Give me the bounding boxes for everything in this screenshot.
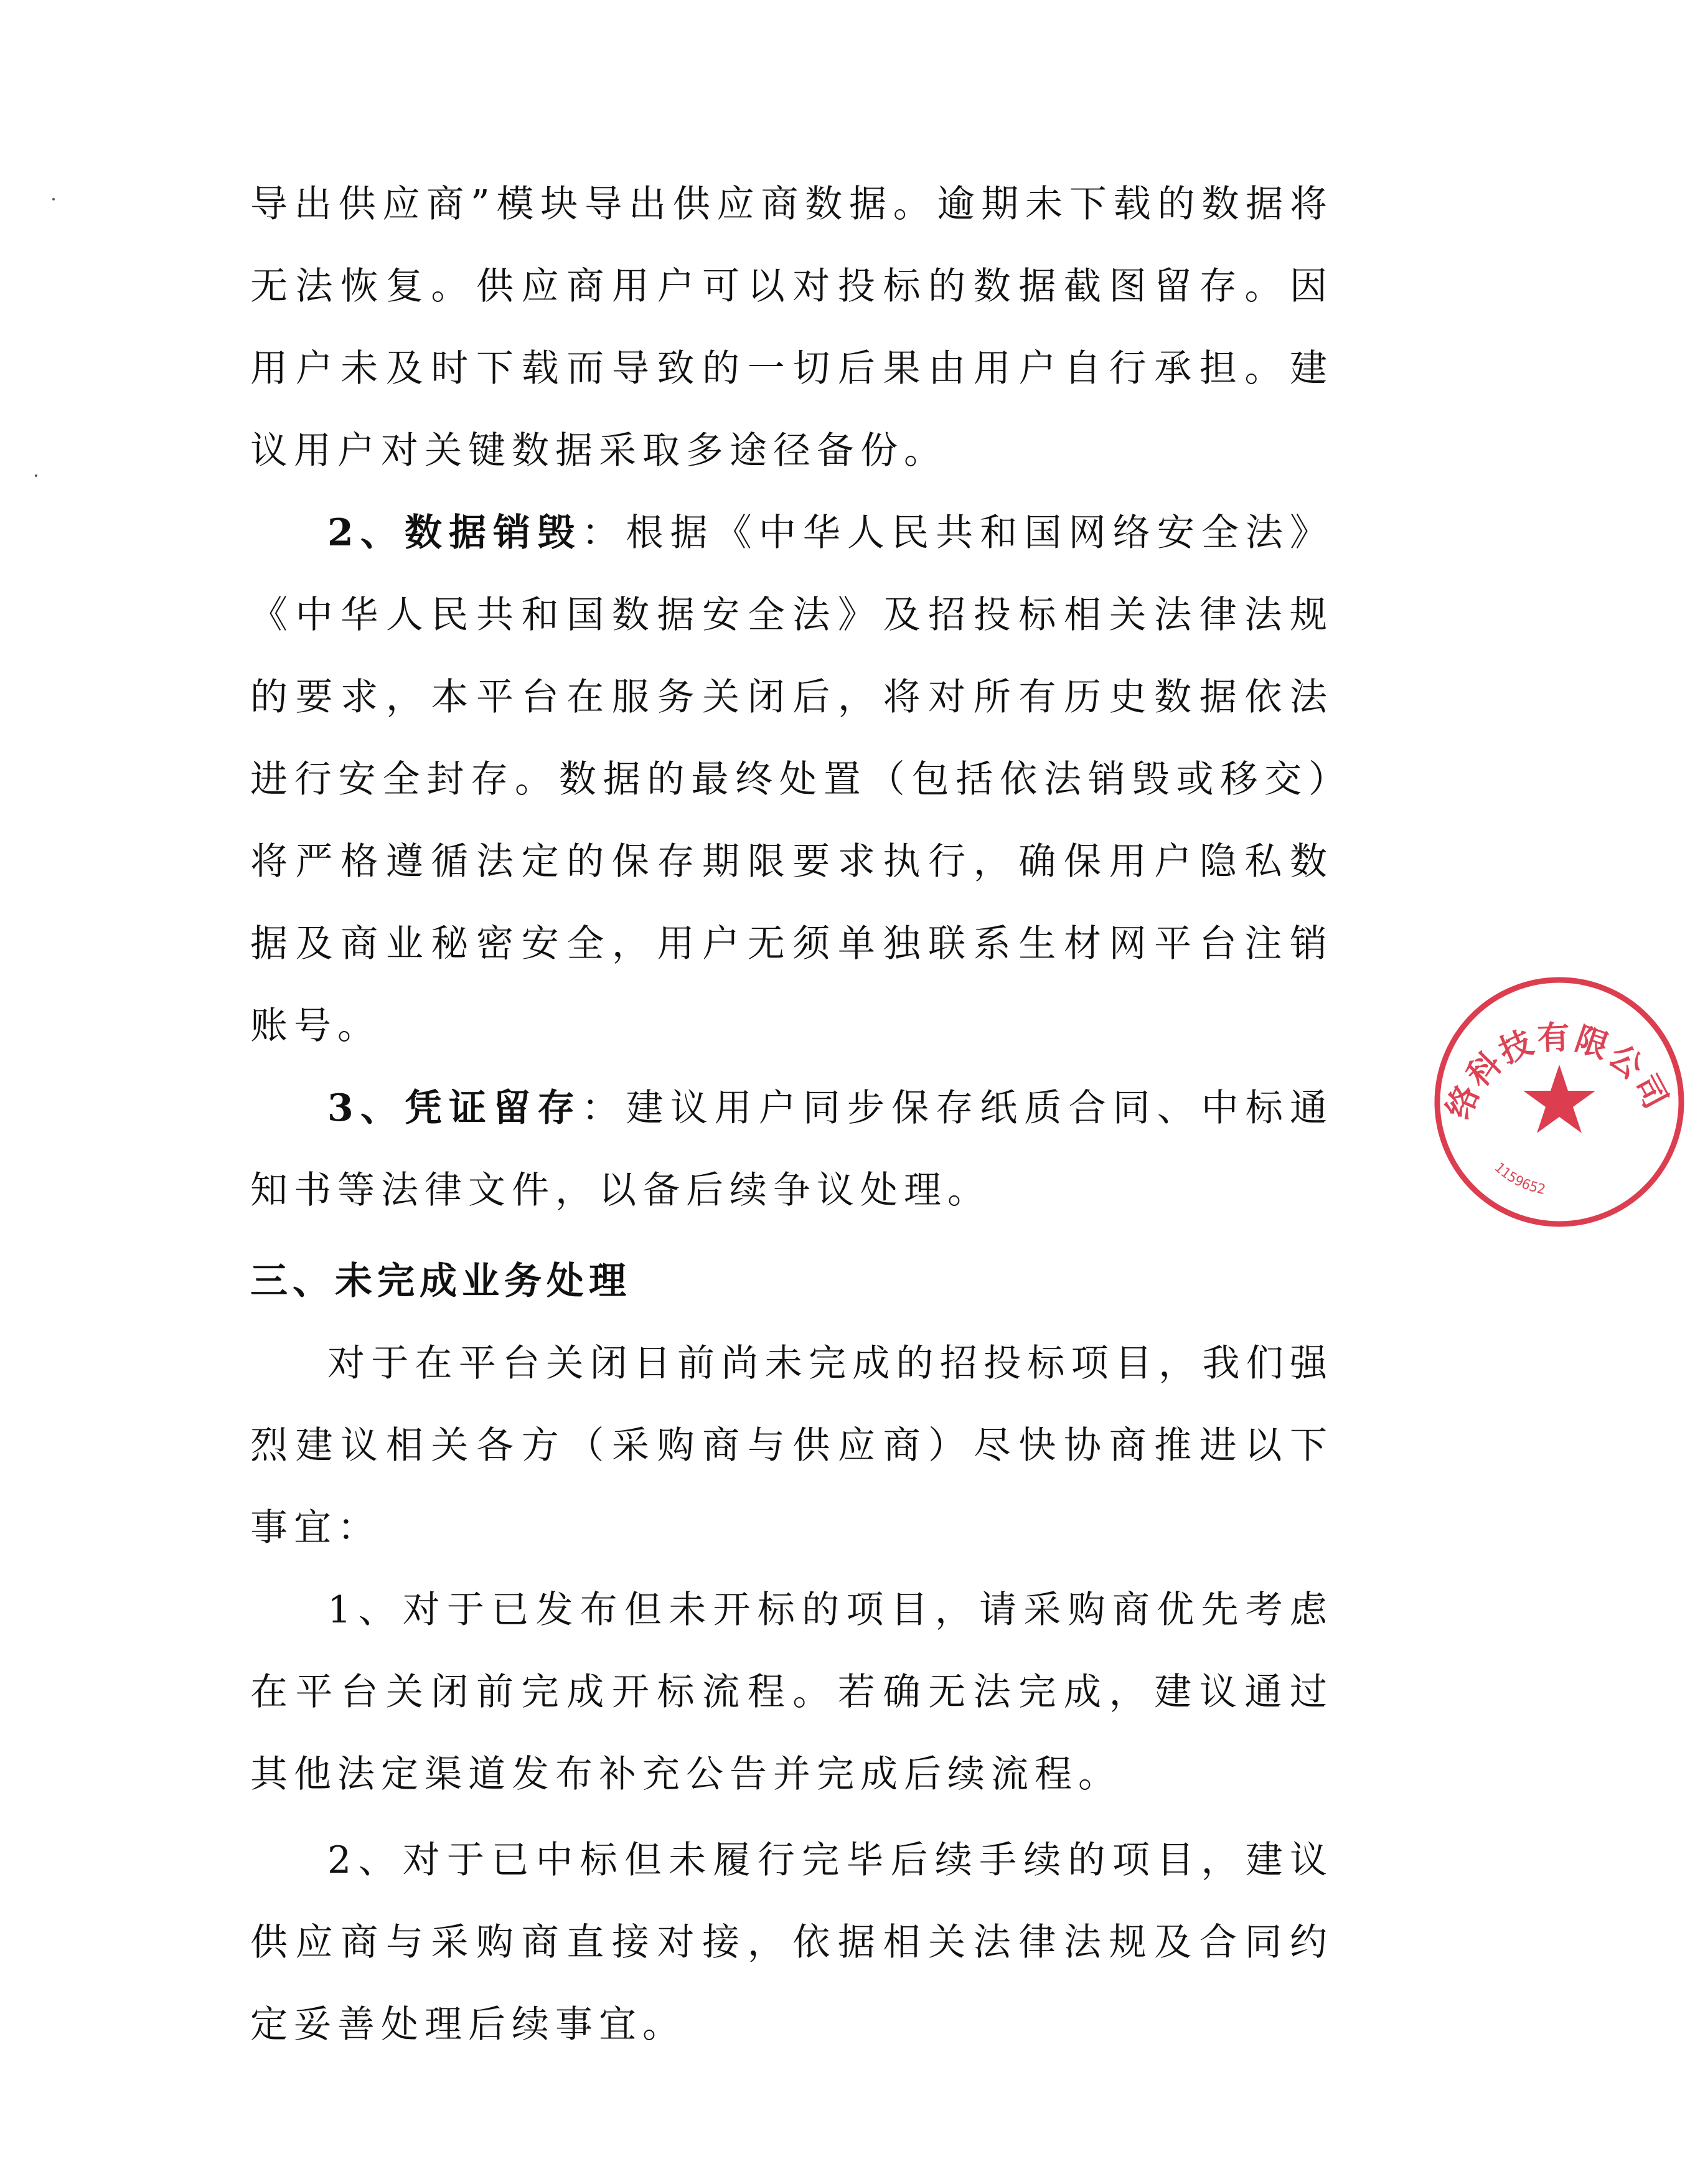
item-data-destruction [250,492,1333,1067]
section-heading: 三、未完成业务处理 [250,1259,631,1303]
item-text: ：建议用户同步保存纸质合同、中标通知书等法律文件，以备后续争议处理。 [250,1086,1334,1212]
seal-code: 1159652 [1491,1159,1547,1198]
svg-text:1159652 [1491,1160,1546,1198]
item-voucher-retention [250,1067,1333,1231]
point-1: 1、对于已发布但未开标的项目，请采购商优先考虑在平台关闭前完成开标流程。若确无法完成，建议通过其他法定渠道发布补充公告并完成后续流程。 [250,1588,1333,1796]
item-label: 2、数据销毁 [327,511,582,555]
section-intro: 对于在平台关闭日前尚未完成的招投标项目，我们强烈建议相关各方（采购商与供应商）尽快协商推进以下事宜： [250,1342,1333,1550]
company-seal [1429,971,1690,1233]
item-label: 3、凭证留存 [327,1086,582,1130]
scan-speck [52,198,55,200]
scan-speck [35,474,37,477]
point-2: 2、对于已中标但未履行完毕后续手续的项目，建议供应商与采购商直接对接，依据相关法律法规及合同约定妥善处理后续事宜。 [250,1838,1333,2046]
seal-star-icon [1523,1065,1595,1133]
seal-text: 络科技有限公司 [1439,1019,1676,1124]
document-body [250,163,1333,2066]
item-text: ：根据《中华人民共和国网络安全法》《中华人民共和国数据安全法》及招投标相关法律法规的要求，本平台在服务关闭后，将对所有历史数据依法进行安全封存。数据的最终处置（包括依法销毁或移交）将严格遵循法定的保存期限要求执行，确保用户隐私数据及商业秘密安全，用户无须单独联系生材网平台注销账号。 [250,511,1334,1048]
continuation-paragraph: 导出供应商”模块导出供应商数据。逾期未下载的数据将无法恢复。供应商用户可以对投标的数据截图留存。因用户未及时下载而导致的一切后果由用户自行承担。建议用户对关键数据采取多途径备份。 [250,182,1333,473]
